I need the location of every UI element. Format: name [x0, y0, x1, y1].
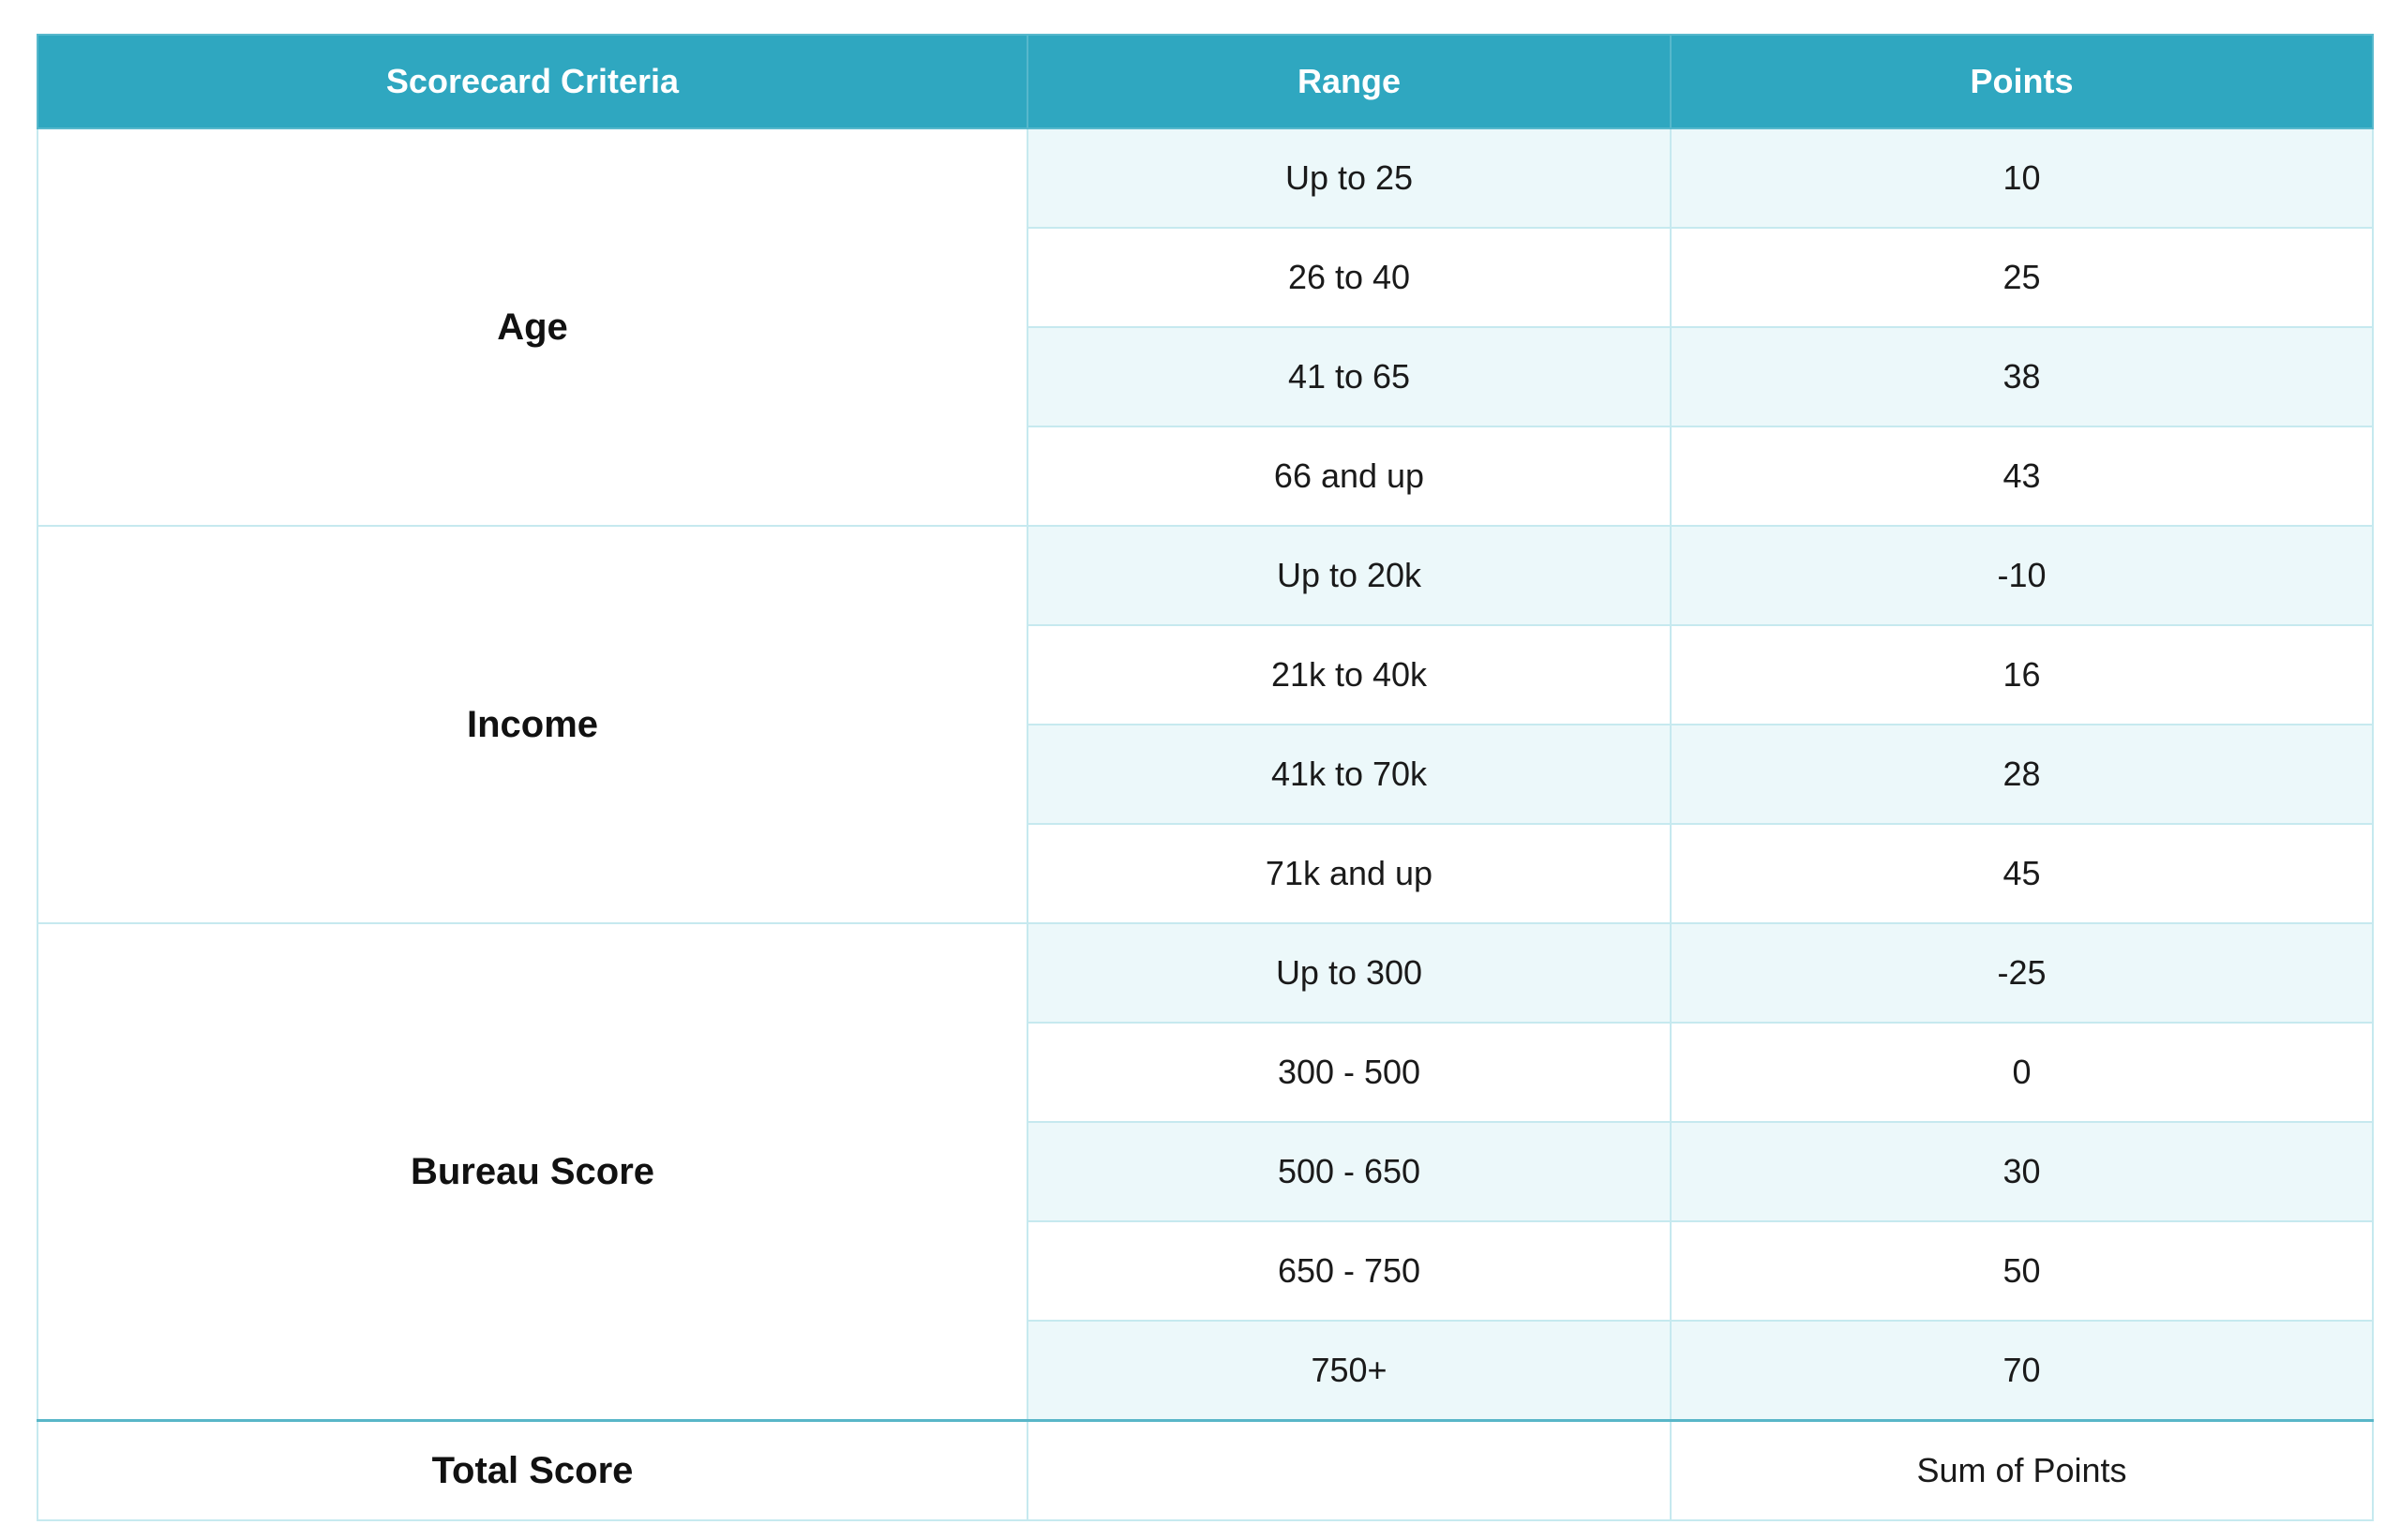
total-row [38, 1421, 2373, 1521]
total-range-cell [1028, 1421, 1671, 1521]
range-cell: 66 and up [1028, 426, 1671, 526]
points-cell: -25 [1671, 923, 2373, 1023]
criteria-bureau-score: Bureau Score [38, 923, 1028, 1421]
points-cell: 50 [1671, 1221, 2373, 1321]
criteria-age: Age [38, 128, 1028, 526]
scorecard-table [37, 34, 2374, 1521]
range-cell: Up to 300 [1028, 923, 1671, 1023]
criteria-income: Income [38, 526, 1028, 923]
header-range: Range [1028, 35, 1671, 128]
range-cell: 500 - 650 [1028, 1122, 1671, 1221]
points-cell: 70 [1671, 1321, 2373, 1421]
points-cell: 28 [1671, 725, 2373, 824]
points-cell: 43 [1671, 426, 2373, 526]
points-cell: 38 [1671, 327, 2373, 426]
points-cell: 16 [1671, 625, 2373, 725]
range-cell: 650 - 750 [1028, 1221, 1671, 1321]
points-cell: 10 [1671, 128, 2373, 228]
range-cell: 71k and up [1028, 824, 1671, 923]
table-row [38, 923, 2373, 1023]
range-cell: 750+ [1028, 1321, 1671, 1421]
table-row [38, 128, 2373, 228]
points-cell: 45 [1671, 824, 2373, 923]
total-points-cell: Sum of Points [1671, 1421, 2373, 1521]
table-row [38, 526, 2373, 625]
range-cell: 41k to 70k [1028, 725, 1671, 824]
points-cell: 30 [1671, 1122, 2373, 1221]
range-cell: Up to 25 [1028, 128, 1671, 228]
range-cell: 21k to 40k [1028, 625, 1671, 725]
range-cell: 300 - 500 [1028, 1023, 1671, 1122]
range-cell: Up to 20k [1028, 526, 1671, 625]
total-score-label: Total Score [38, 1421, 1028, 1521]
header-criteria: Scorecard Criteria [38, 35, 1028, 128]
range-cell: 26 to 40 [1028, 228, 1671, 327]
range-cell: 41 to 65 [1028, 327, 1671, 426]
header-row [38, 35, 2373, 128]
points-cell: -10 [1671, 526, 2373, 625]
points-cell: 0 [1671, 1023, 2373, 1122]
header-points: Points [1671, 35, 2373, 128]
points-cell: 25 [1671, 228, 2373, 327]
